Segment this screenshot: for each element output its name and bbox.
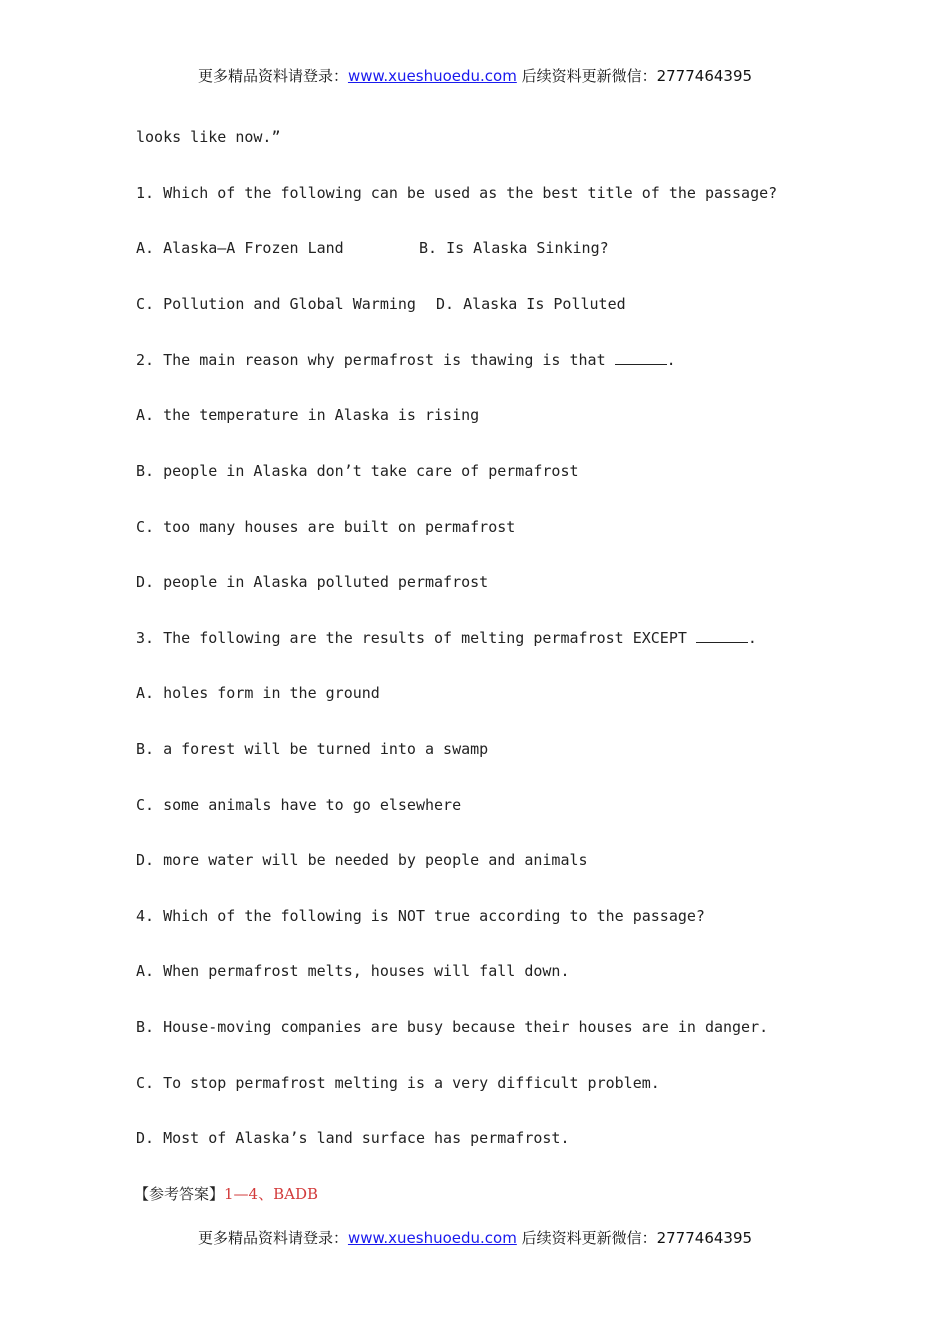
question-1-stem: 1. Which of the following can be used as the best title of the passage? [136,184,778,202]
passage-end: looks like now.” [136,128,281,146]
question-2-blank [615,350,667,365]
footer-suffix: 后续资料更新微信：2777464395 [516,1229,753,1247]
question-2-option-b: B. people in Alaska don’t take care of permafrost [136,462,579,480]
footer-website-link[interactable]: www.xueshuoedu.com [347,1229,517,1247]
question-1-options-row-1 [136,238,836,258]
question-2-stem: 2. The main reason why permafrost is thawing is that [136,351,615,369]
header-prefix: 更多精品资料请登录： [197,67,348,85]
question-3-stem: 3. The following are the results of melting permafrost EXCEPT [136,629,696,647]
page-header [0,65,950,86]
question-4-option-b: B. House-moving companies are busy because their houses are in danger. [136,1018,769,1036]
question-2-option-a: A. the temperature in Alaska is rising [136,406,480,424]
answer-key-value: 1—4、BADB [224,1185,319,1203]
question-2-line [136,350,676,370]
question-3-option-b: B. a forest will be turned into a swamp [136,740,489,758]
question-3-line [136,628,757,648]
question-2-option-d: D. people in Alaska polluted permafrost [136,573,489,591]
question-3-blank-end: . [747,629,757,647]
question-1-option-a: A. Alaska—A Frozen Land [136,239,344,257]
header-suffix: 后续资料更新微信：2777464395 [516,67,753,85]
page-footer [0,1227,950,1248]
footer-prefix: 更多精品资料请登录： [197,1229,348,1247]
question-1-options-row-2 [136,294,836,314]
question-1-option-b: B. Is Alaska Sinking? [419,239,609,257]
question-2-blank-end: . [666,351,676,369]
question-1-option-d: D. Alaska Is Polluted [436,295,626,313]
question-3-option-c: C. some animals have to go elsewhere [136,796,462,814]
question-3-option-d: D. more water will be needed by people and animals [136,851,588,869]
question-3-option-a: A. holes form in the ground [136,684,380,702]
answer-key-label: 【参考答案】 [134,1185,225,1203]
question-1-option-c: C. Pollution and Global Warming [136,295,416,313]
header-website-link[interactable]: www.xueshuoedu.com [347,67,517,85]
question-3-blank [696,628,748,643]
question-4-option-d: D. Most of Alaska’s land surface has permafrost. [136,1129,570,1147]
question-2-option-c: C. too many houses are built on permafrost [136,518,516,536]
question-4-option-a: A. When permafrost melts, houses will fall down. [136,962,570,980]
question-4-stem: 4. Which of the following is NOT true according to the passage? [136,907,705,925]
answer-key [134,1184,318,1204]
question-4-option-c: C. To stop permafrost melting is a very difficult problem. [136,1074,660,1092]
